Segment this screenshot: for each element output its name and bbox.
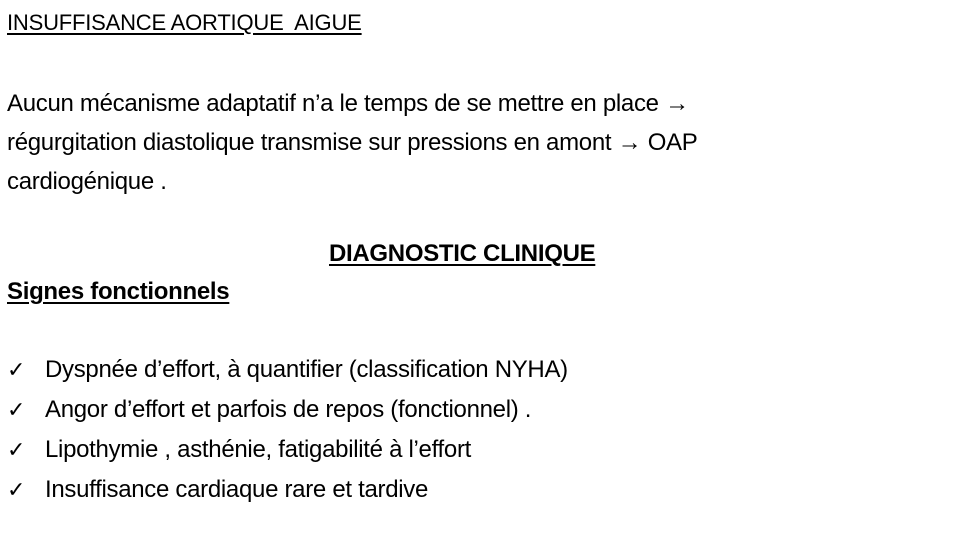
symptom-checklist: [7, 350, 568, 510]
checkmark-icon: ✓: [7, 478, 26, 503]
list-item-text: Dyspnée d’effort, à quantifier (classification NYHA): [45, 356, 568, 383]
list-item-text: Insuffisance cardiaque rare et tardive: [45, 476, 429, 503]
intro-paragraph: [7, 84, 907, 201]
list-item-text: Lipothymie , asthénie, fatigabilité à l’effort: [45, 436, 472, 463]
slide-title: INSUFFISANCE AORTIQUE AIGUE: [7, 10, 362, 35]
list-item: [7, 430, 568, 470]
list-item: [7, 390, 568, 430]
checkmark-icon: ✓: [7, 398, 26, 423]
section-heading: DIAGNOSTIC CLINIQUE: [329, 240, 596, 267]
list-item: [7, 470, 568, 510]
checkmark-icon: ✓: [7, 438, 26, 463]
intro-line: Aucun mécanisme adaptatif n’a le temps de se mettre en place →: [7, 90, 689, 117]
list-item: [7, 350, 568, 390]
intro-line: cardiogénique .: [7, 168, 167, 195]
subheading-signes-fonctionnels: Signes fonctionnels: [7, 278, 230, 305]
checkmark-icon: ✓: [7, 358, 26, 383]
list-item-text: Angor d’effort et parfois de repos (fonctionnel) .: [45, 396, 532, 423]
intro-line: régurgitation diastolique transmise sur pressions en amont → OAP: [7, 129, 698, 156]
